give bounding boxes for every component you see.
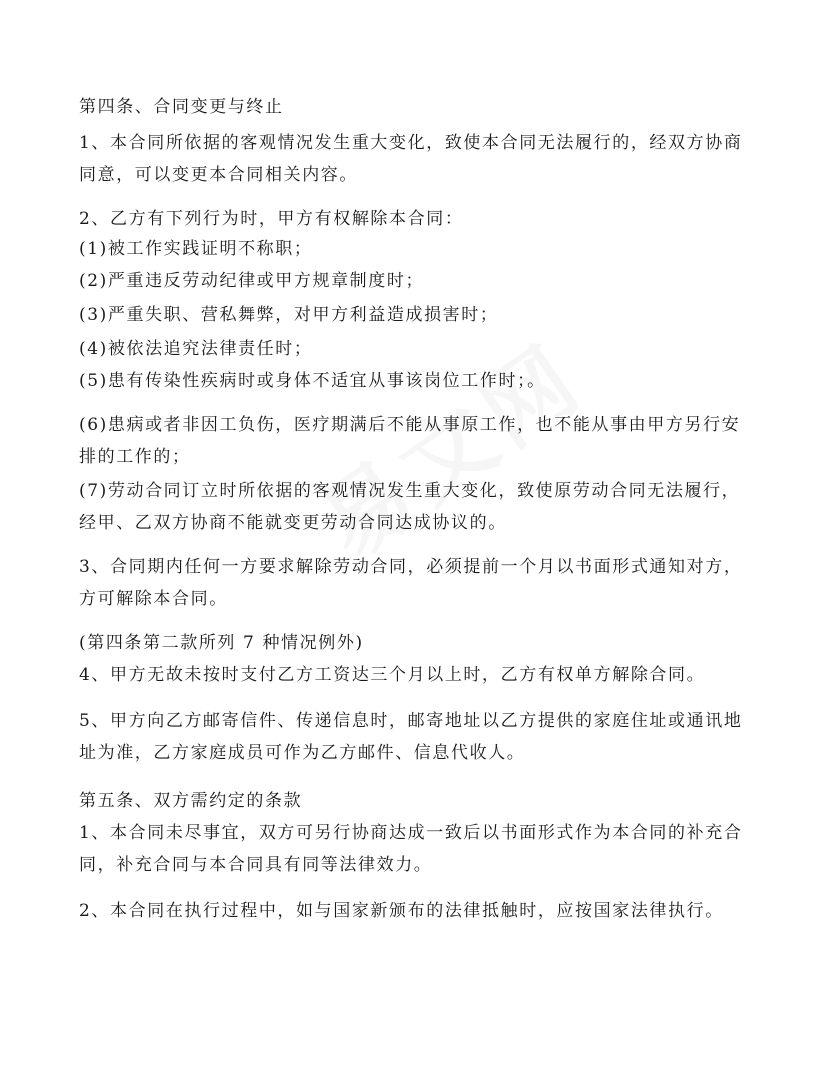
list-item: (6)患病或者非因工负伤，医疗期满后不能从事原工作，也不能从事由甲方另行安: [79, 415, 741, 435]
paragraph-line: 3、合同期内任何一方要求解除劳动合同，必须提前一个月以书面形式通知对方，: [79, 557, 743, 577]
list-item: (5)患有传染性疾病时或身体不适宜从事该岗位工作时；。: [79, 371, 546, 391]
paragraph-line: 方可解除本合同。: [79, 589, 228, 609]
paragraph-line: 同，补充合同与本合同具有同等法律效力。: [79, 855, 433, 875]
paragraph-line: 4、甲方无故未按时支付乙方工资达三个月以上时，乙方有权单方解除合同。: [79, 665, 706, 685]
paragraph-line: 1、本合同所依据的客观情况发生重大变化，致使本合同无法履行的，经双方协商: [79, 133, 743, 153]
list-item: (2)严重违反劳动纪律或甲方规章制度时；: [79, 271, 425, 291]
paragraph-line: 2、本合同在执行过程中，如与国家新颁布的法律抵触时，应按国家法律执行。: [79, 901, 724, 921]
list-item: (4)被依法追究法律责任时；: [79, 339, 313, 359]
watermark: [289, 307, 604, 582]
note-line: (第四条第二款所列 7 种情况例外): [79, 633, 364, 653]
paragraph-line: 2、乙方有下列行为时，甲方有权解除本合同：: [79, 209, 464, 229]
list-item: 排的工作的；: [79, 447, 191, 467]
list-item: (1)被工作实践证明不称职；: [79, 239, 313, 259]
list-item: (3)严重失职、营私舞弊，对甲方利益造成损害时；: [79, 305, 499, 325]
article-4-title: 第四条、合同变更与终止: [79, 97, 284, 117]
paragraph-line: 同意，可以变更本合同相关内容。: [79, 165, 358, 185]
paragraph-line: 5、甲方向乙方邮寄信件、传递信息时，邮寄地址以乙方提供的家庭住址或通讯地: [79, 711, 743, 731]
paragraph-line: 1、本合同未尽事宜，双方可另行协商达成一致后以书面形式作为本合同的补充合: [79, 823, 743, 843]
list-item: (7)劳动合同订立时所依据的客观情况发生重大变化，致使原劳动合同无法履行，: [79, 481, 741, 501]
paragraph-line: 址为准，乙方家庭成员可作为乙方邮件、信息代收人。: [79, 743, 526, 763]
list-item: 经甲、乙双方协商不能就变更劳动合同达成协议的。: [79, 513, 507, 533]
article-5-title: 第五条、双方需约定的条款: [79, 791, 303, 811]
